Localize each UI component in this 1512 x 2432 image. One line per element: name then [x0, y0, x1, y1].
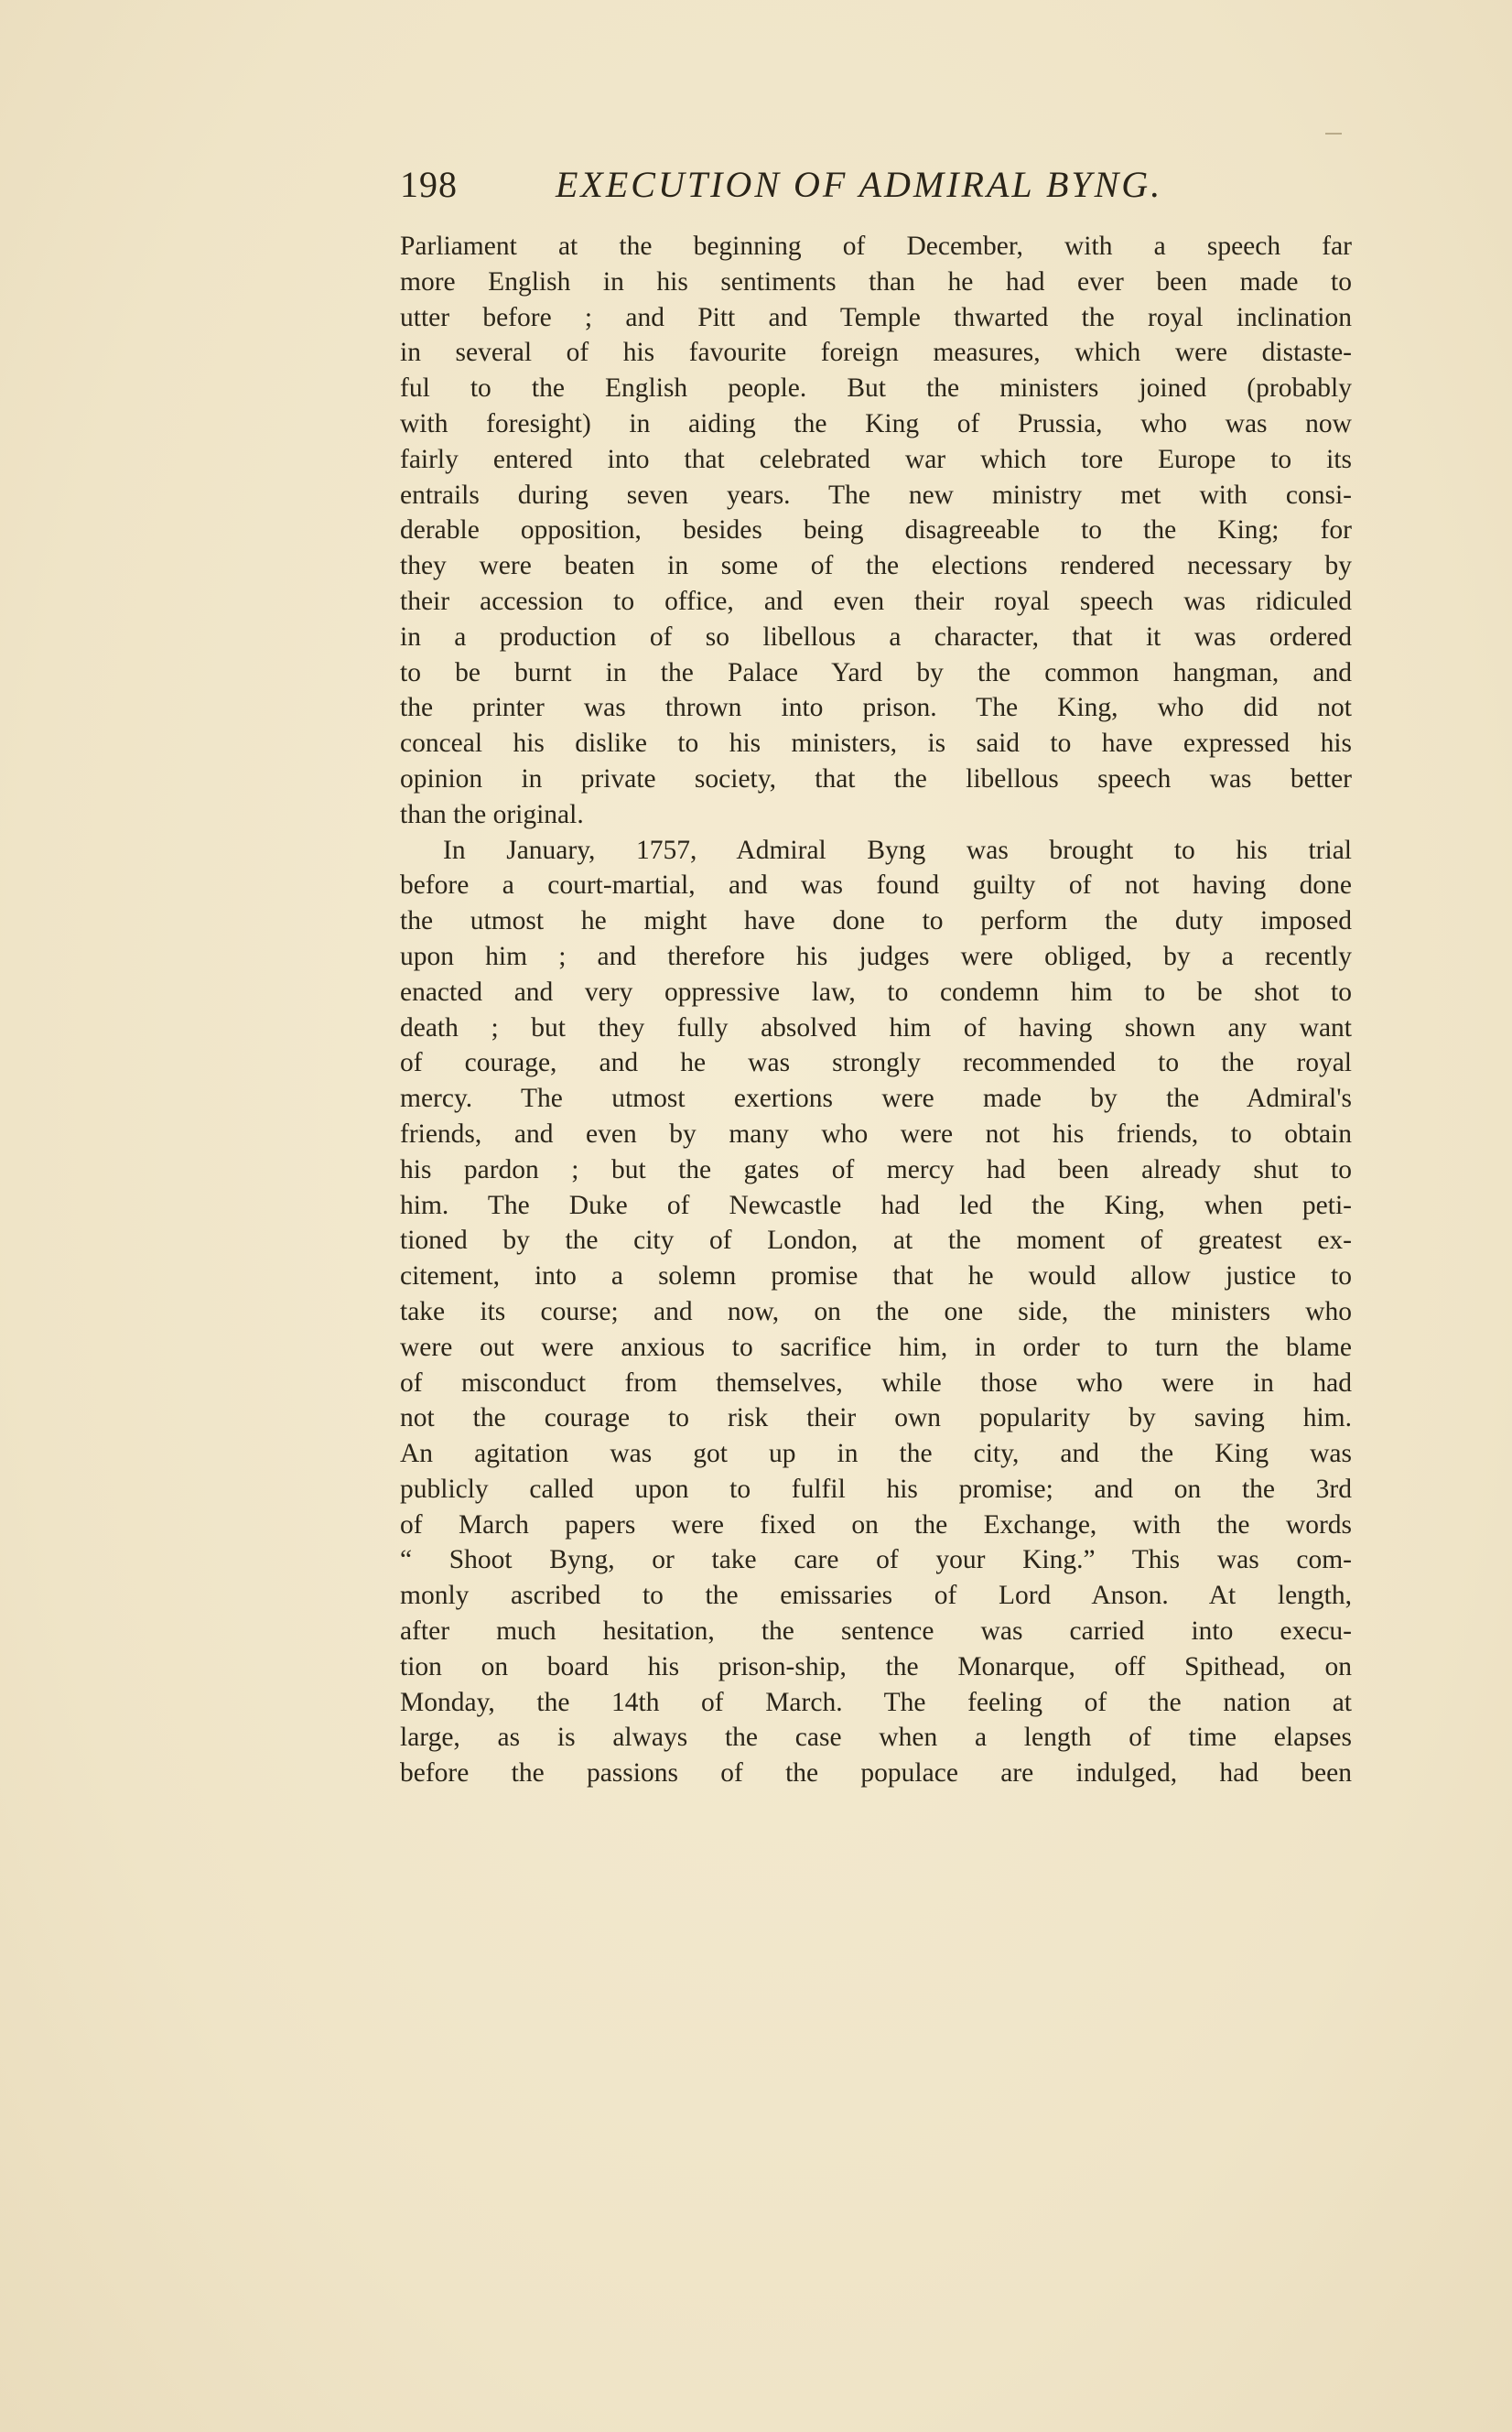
text-line: Parliament at the beginning of December, with a speech far — [400, 232, 1352, 261]
text-line: enacted and very oppressive law, to condemn him to be shot to — [400, 977, 1352, 1007]
text-line: in several of his favourite foreign measures, which were distaste- — [400, 338, 1352, 368]
text-line: the printer was thrown into prison. The King, who did not — [400, 693, 1352, 723]
text-line: before the passions of the populace are indulged, had been — [400, 1758, 1352, 1789]
text-line: opinion in private society, that the libellous speech was better — [400, 763, 1352, 794]
text-line: were out were anxious to sacrifice him, in order to turn the blame — [400, 1332, 1352, 1362]
text-line: of March papers were fixed on the Exchange, with the words — [400, 1509, 1352, 1540]
text-line: more English in his sentiments than he had ever been made to — [400, 266, 1352, 297]
text-line: ful to the English people. But the ministers joined (probably — [400, 373, 1352, 404]
page-number: 198 — [400, 164, 458, 205]
text-line: large, as is always the case when a length of time elapses — [400, 1723, 1352, 1753]
text-line: citement, into a solemn promise that he would allow justice to — [400, 1261, 1352, 1292]
text-line: tion on board his prison-ship, the Monarque, off Spithead, on — [400, 1651, 1352, 1681]
text-line: In January, 1757, Admiral Byng was brought to his trial — [443, 835, 1352, 865]
text-line: to be burnt in the Palace Yard by the common hangman, and — [400, 657, 1352, 687]
text-line: with foresight) in aiding the King of Prussia, who was now — [400, 408, 1352, 438]
text-line: their accession to office, and even their royal speech was ridiculed — [400, 586, 1352, 616]
text-line: than the original. — [400, 799, 584, 829]
running-head-title: EXECUTION OF ADMIRAL BYNG. — [556, 164, 1163, 205]
text-line: publicly called upon to fulfil his promise; and on the 3rd — [400, 1474, 1352, 1504]
page-header — [400, 163, 1352, 218]
text-line: of courage, and he was strongly recommended to the royal — [400, 1048, 1352, 1078]
text-line: mercy. The utmost exertions were made by the Admiral's — [400, 1084, 1352, 1114]
text-line: in a production of so libellous a character, that it was ordered — [400, 622, 1352, 652]
text-line: take its course; and now, on the one side, the ministers who — [400, 1296, 1352, 1326]
text-line: upon him ; and therefore his judges were obliged, by a recently — [400, 941, 1352, 971]
text-line: entrails during seven years. The new ministry met with consi- — [400, 480, 1352, 510]
text-line: him. The Duke of Newcastle had led the King, when peti- — [400, 1190, 1352, 1220]
text-line: derable opposition, besides being disagreeable to the King; for — [400, 515, 1352, 546]
text-line: tioned by the city of London, at the moment of greatest ex- — [400, 1226, 1352, 1256]
text-line: conceal his dislike to his ministers, is said to have expressed his — [400, 729, 1352, 759]
body-text — [400, 229, 1352, 1791]
text-line: of misconduct from themselves, while those who were in had — [400, 1367, 1352, 1398]
text-line: death ; but they fully absolved him of having shown any want — [400, 1012, 1352, 1043]
paragraph-1 — [400, 229, 1352, 833]
text-line: the utmost he might have done to perform the duty imposed — [400, 906, 1352, 936]
paragraph-2 — [400, 833, 1352, 1792]
text-line: utter before ; and Pitt and Temple thwarted the royal inclination — [400, 302, 1352, 332]
text-line: monly ascribed to the emissaries of Lord Anson. At length, — [400, 1581, 1352, 1611]
text-line: friends, and even by many who were not his friends, to obtain — [400, 1119, 1352, 1149]
text-line: his pardon ; but the gates of mercy had been already shut to — [400, 1154, 1352, 1184]
text-line: they were beaten in some of the elections rendered necessary by — [400, 551, 1352, 581]
text-line: after much hesitation, the sentence was carried into execu- — [400, 1616, 1352, 1647]
text-line: Monday, the 14th of March. The feeling of the nation at — [400, 1687, 1352, 1717]
text-line: “ Shoot Byng, or take care of your King.” This was com- — [400, 1545, 1352, 1575]
text-line: An agitation was got up in the city, and the King was — [400, 1439, 1352, 1469]
text-line: before a court-martial, and was found guilty of not having done — [400, 870, 1352, 901]
print-speck — [1325, 133, 1342, 135]
text-line: not the courage to risk their own popularity by saving him. — [400, 1403, 1352, 1433]
text-line: fairly entered into that celebrated war which tore Europe to its — [400, 444, 1352, 474]
